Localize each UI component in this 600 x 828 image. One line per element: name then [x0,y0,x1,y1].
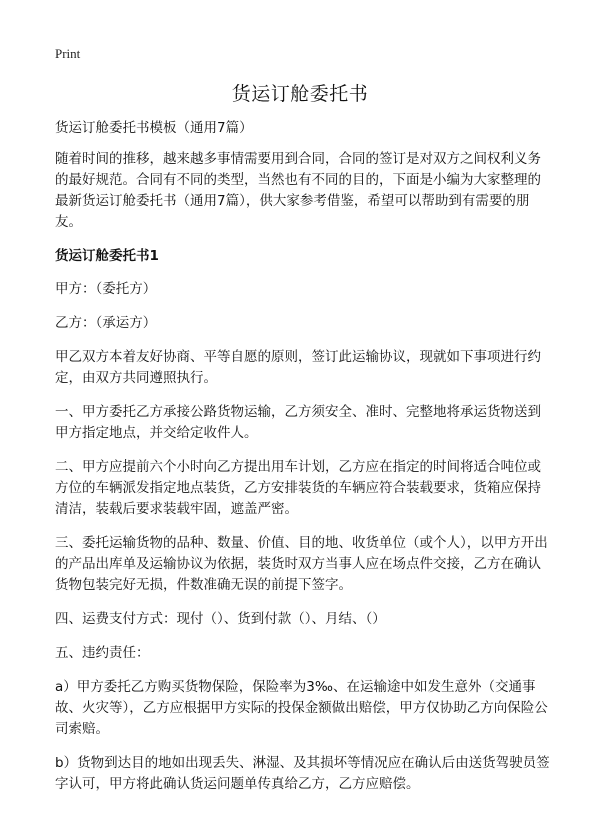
document-subtitle: 货运订舱委托书模板（通用7篇） [55,120,253,136]
party-a-line: 甲方：（委托方） [55,281,157,297]
page-title: 货运订舱委托书 [231,83,369,105]
print-link[interactable]: Print [55,46,81,61]
clause-4-paragraph: 四、运费支付方式：现付（）、货到付款（）、月结、（） [55,611,386,627]
clause-1-paragraph: 一、甲方委托乙方承接公路货物运输，乙方须安全、准时、完整地将承运货物送到甲方指定地点，并交给定收件人。 [55,404,541,441]
preamble-paragraph: 甲乙双方本着友好协商、平等自愿的原则，签订此运输协议，现就如下事项进行约定，由双方共同遵照执行。 [55,349,541,386]
party-b-line: 乙方：（承运方） [55,315,157,331]
clause-2-paragraph: 二、甲方应提前六个小时向乙方提出用车计划，乙方应在指定的时间将适合吨位或方位的车辆派发指定地点装货，乙方安排装货的车辆应符合装载要求，货箱应保持清洁，装载后要求装载牢固，遮盖严密。 [55,459,541,517]
clause-5b-paragraph: b）货物到达目的地如出现丢失、淋湿、及其损坏等情况应在确认后由送货驾驶员签字认可，甲方将此确认货运问题单传真给乙方，乙方应赔偿。 [55,755,550,792]
intro-paragraph: 随着时间的推移，越来越多事情需要用到合同，合同的签订是对双方之间权利义务的最好规范。合同有不同的类型，当然也有不同的目的，下面是小编为大家整理的最新货运订舱委托书（通用7篇），供大家参考借鉴，希望可以帮助到有需要的朋友。 [55,151,541,230]
clause-5-heading: 五、违约责任： [55,645,150,661]
document-body [55,118,551,808]
clause-5a-paragraph: a）甲方委托乙方购买货物保险，保险率为3‰、在运输途中如发生意外（交通事故、火灾等），乙方应根据甲方实际的投保金额做出赔偿，甲方仅协助乙方向保险公司索赔。 [55,679,548,737]
section-heading: 货运订舱委托书1 [55,248,159,264]
clause-3-paragraph: 三、委托运输货物的品种、数量、价值、目的地、收货单位（或个人），以甲方开出的产品出库单及运输协议为依据，装货时双方当事人应在场点件交接，乙方在确认货物包装完好无损，件数准确无误的前提下签字。 [55,535,548,593]
